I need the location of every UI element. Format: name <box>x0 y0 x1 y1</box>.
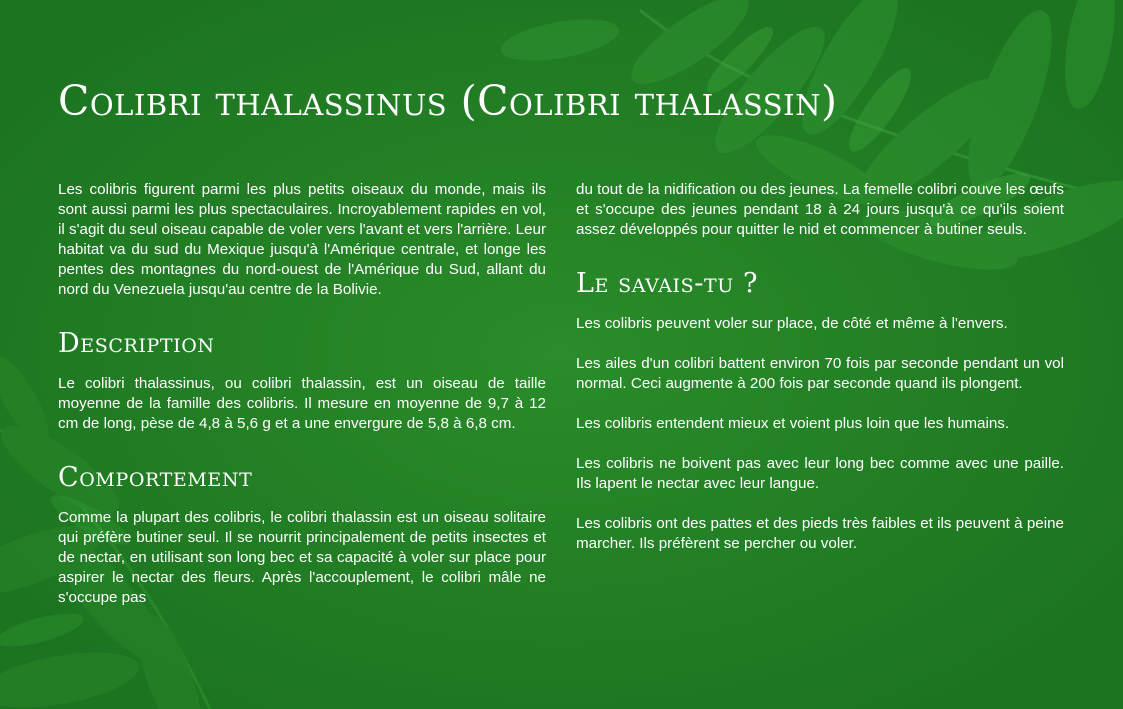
right-column <box>576 180 1064 554</box>
page-title: Colibri thalassinus (Colibri thalassin) <box>58 77 838 125</box>
behavior-paragraph: Comme la plupart des colibris, le colibri thalassin est un oiseau solitaire qui préfère butiner seul. Il se nourrit principalement de petits insectes et de nectar, en utilisant son long bec et sa capacité à voler sur place pour aspirer le nectar des fleurs. Après l'accouplement, le colibri mâle ne s'occupe pas <box>58 509 546 606</box>
fact-item: Les colibris entendent mieux et voient plus loin que les humains. <box>576 415 1010 432</box>
did-you-know-heading: Le savais-tu ? <box>576 268 759 299</box>
left-column <box>58 180 546 608</box>
description-paragraph: Le colibri thalassinus, ou colibri thalassin, est un oiseau de taille moyenne de la famille des colibris. Il mesure en moyenne de 9,7 à 12 cm de long, pèse de 4,8 à 5,6 g et a une envergure de 5,8 à 6,8 cm. <box>58 375 546 432</box>
fact-item: Les colibris ne boivent pas avec leur long bec comme avec une paille. Ils lapent le nectar avec leur langue. <box>576 455 1064 492</box>
behavior-heading: Comportement <box>58 462 253 493</box>
description-heading: Description <box>58 328 215 359</box>
facts-list <box>576 314 1064 554</box>
intro-paragraph: Les colibris figurent parmi les plus petits oiseaux du monde, mais ils sont aussi parmi les plus spectaculaires. Incroyablement rapides en vol, il s'agit du seul oiseau capable de voler vers l'avant et vers l'arrière. Leur habitat va du sud du Mexique jusqu'à l'Amérique centrale, et longe les pentes des montagnes du nord-ouest de l'Amérique du Sud, allant du nord du Venezuela jusqu'au centre de la Bolivie. <box>58 181 546 298</box>
fact-item: Les colibris ont des pattes et des pieds très faibles et ils peuvent à peine marcher. Ils préfèrent se percher ou voler. <box>576 515 1064 552</box>
behavior-paragraph-continued: du tout de la nidification ou des jeunes. La femelle colibri couve les œufs et s'occupe des jeunes pendant 18 à 24 jours jusqu'à ce qu'ils soient assez développés pour quitter le nid et commencer à butiner seuls. <box>576 181 1064 238</box>
fact-item: Les ailes d'un colibri battent environ 70 fois par seconde pendant un vol normal. Ceci augmente à 200 fois par seconde quand ils plongent. <box>576 355 1064 392</box>
fact-item: Les colibris peuvent voler sur place, de côté et même à l'envers. <box>576 315 1008 332</box>
